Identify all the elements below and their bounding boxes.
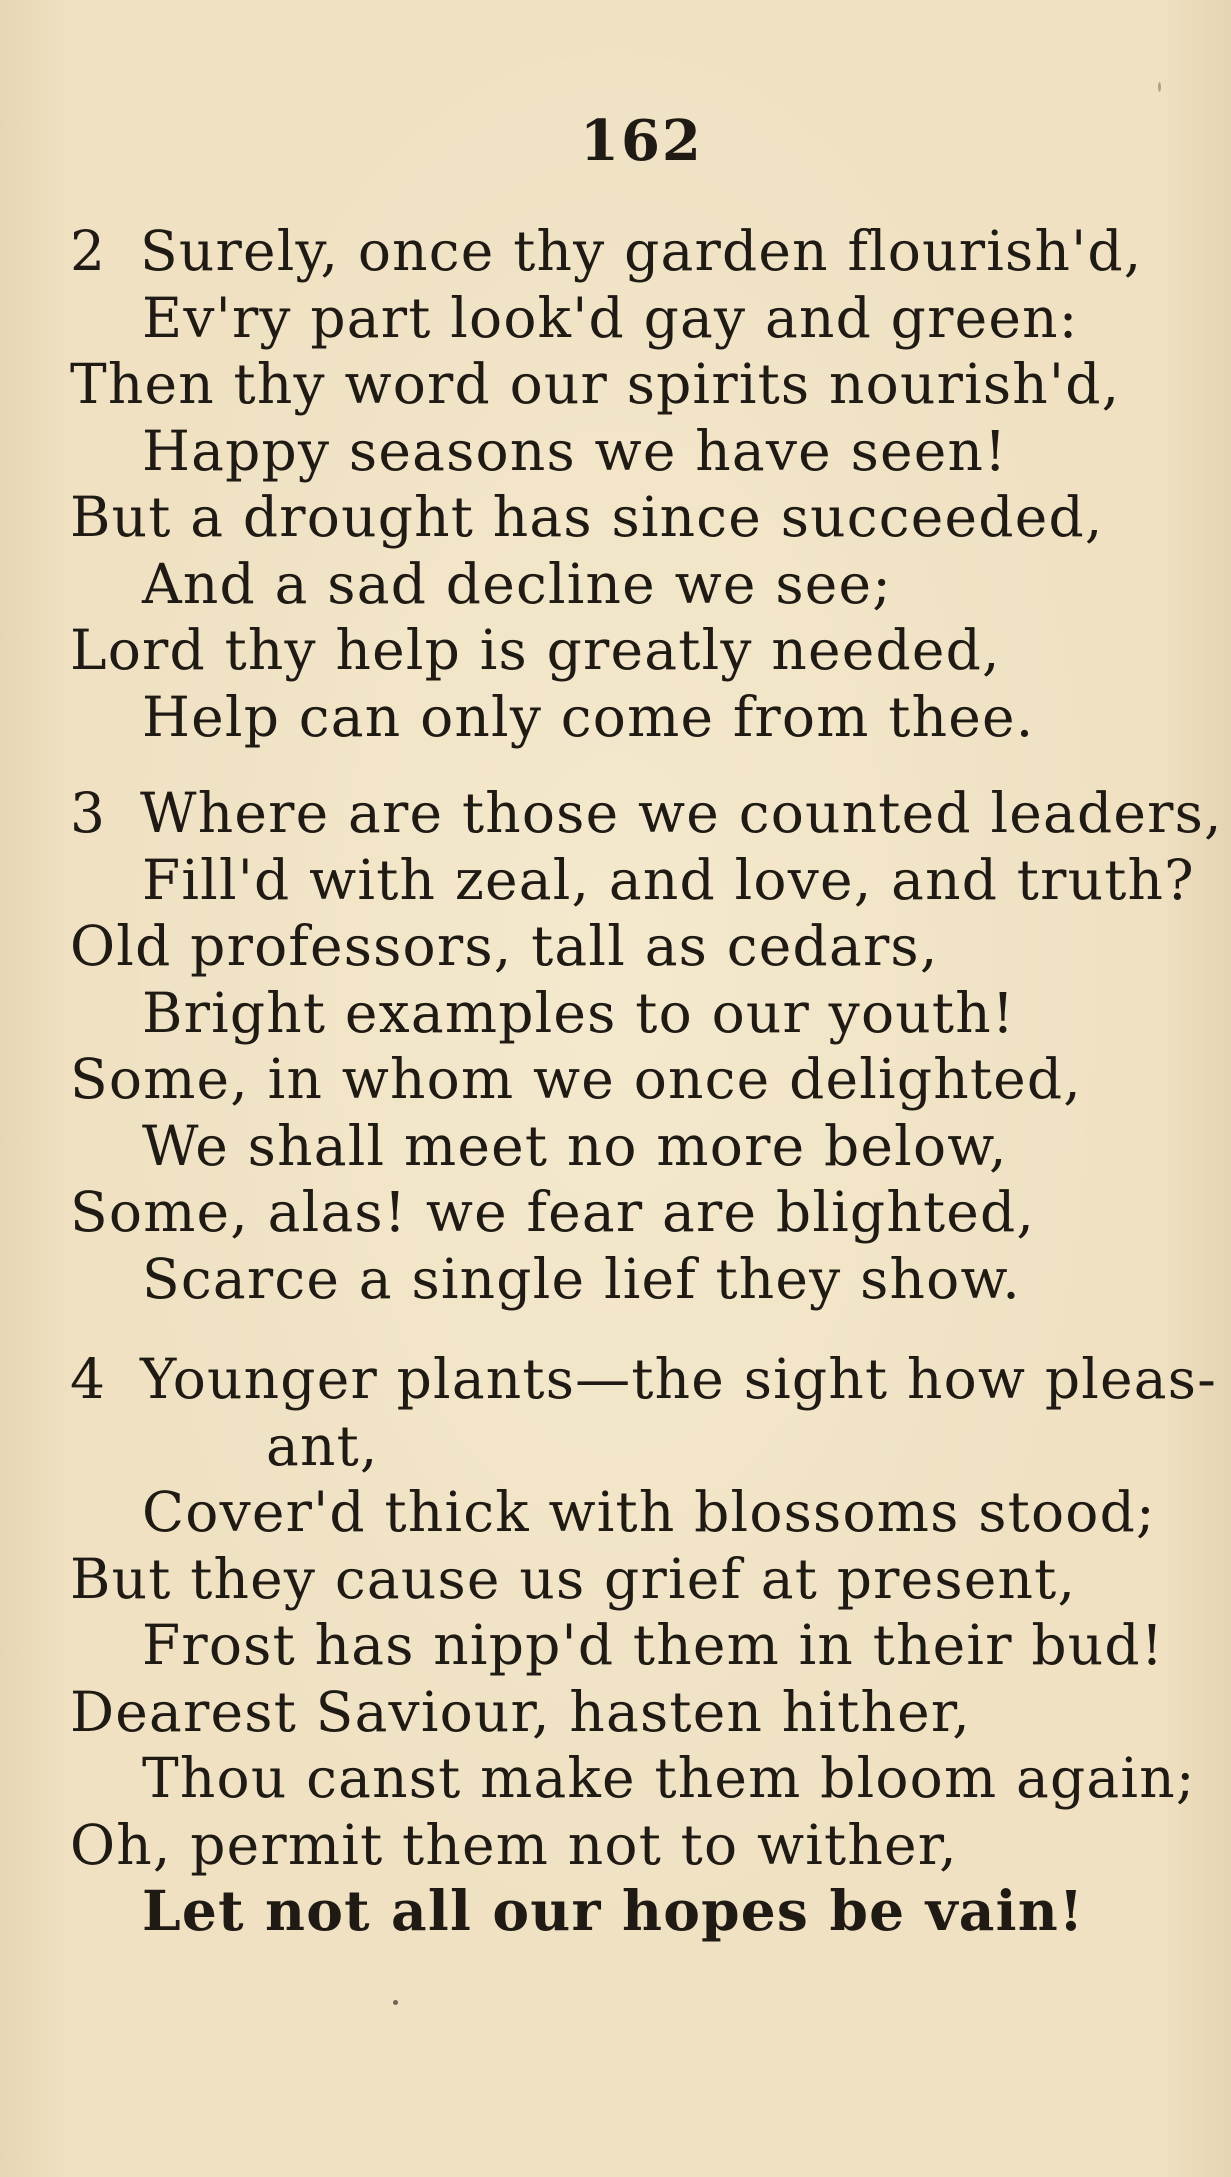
stanza-line: Ev'ry part look'd gay and green: <box>142 285 1079 350</box>
stanza-line: Scarce a single lief they show. <box>142 1246 1021 1311</box>
stanza-number: 3 <box>70 781 107 845</box>
stanza-number: 4 <box>70 1347 107 1411</box>
page-number: 162 <box>580 108 703 174</box>
ink-speck <box>393 2000 398 2005</box>
stanza-4 <box>70 1346 1220 1945</box>
stanza-line: Frost has nipp'd them in their bud! <box>142 1613 1165 1677</box>
stanza-line: Oh, permit them not to wither, <box>70 1812 958 1877</box>
stanza-line: Dearest Saviour, hasten hither, <box>70 1679 971 1744</box>
stanza-line: 2 Surely, once thy garden flourish'd, <box>70 219 1143 283</box>
stanza-line: Then thy word our spirits nourish'd, <box>70 352 1121 416</box>
stanza-line: Some, alas! we fear are blighted, <box>70 1180 1036 1244</box>
stanza-line: Fill'd with zeal, and love, and truth? <box>142 847 1195 912</box>
stanza-line: But they cause us grief at present, <box>70 1546 1077 1611</box>
stanza-line: Some, in whom we once delighted, <box>70 1047 1082 1111</box>
stanza-line: 3 Where are those we counted leaders, <box>70 781 1223 845</box>
stanza-line: We shall meet no more below, <box>142 1113 1008 1178</box>
stanza-3 <box>70 780 1223 1312</box>
stanza-line: Let not all our hopes be vain! <box>142 1878 1085 1943</box>
stanza-line: But a drought has since succeeded, <box>70 485 1104 549</box>
stanza-line: Lord thy help is greatly needed, <box>70 618 1001 682</box>
stanza-line: ant, <box>266 1413 379 1478</box>
ink-speck <box>1158 82 1161 92</box>
stanza-line: Cover'd thick with blossoms stood; <box>142 1480 1156 1544</box>
stanza-line: Help can only come from thee. <box>142 684 1035 749</box>
stanza-2 <box>70 218 1220 750</box>
stanza-line: Old professors, tall as cedars, <box>70 914 939 978</box>
stanza-number: 2 <box>70 219 107 283</box>
stanza-line: Bright examples to our youth! <box>142 980 1016 1045</box>
stanza-line: Happy seasons we have seen! <box>142 418 1008 483</box>
stanza-line: Thou canst make them bloom again; <box>142 1746 1196 1810</box>
stanza-line: And a sad decline we see; <box>142 551 892 616</box>
stanza-line: 4 Younger plants—the sight how pleas- <box>70 1347 1217 1411</box>
